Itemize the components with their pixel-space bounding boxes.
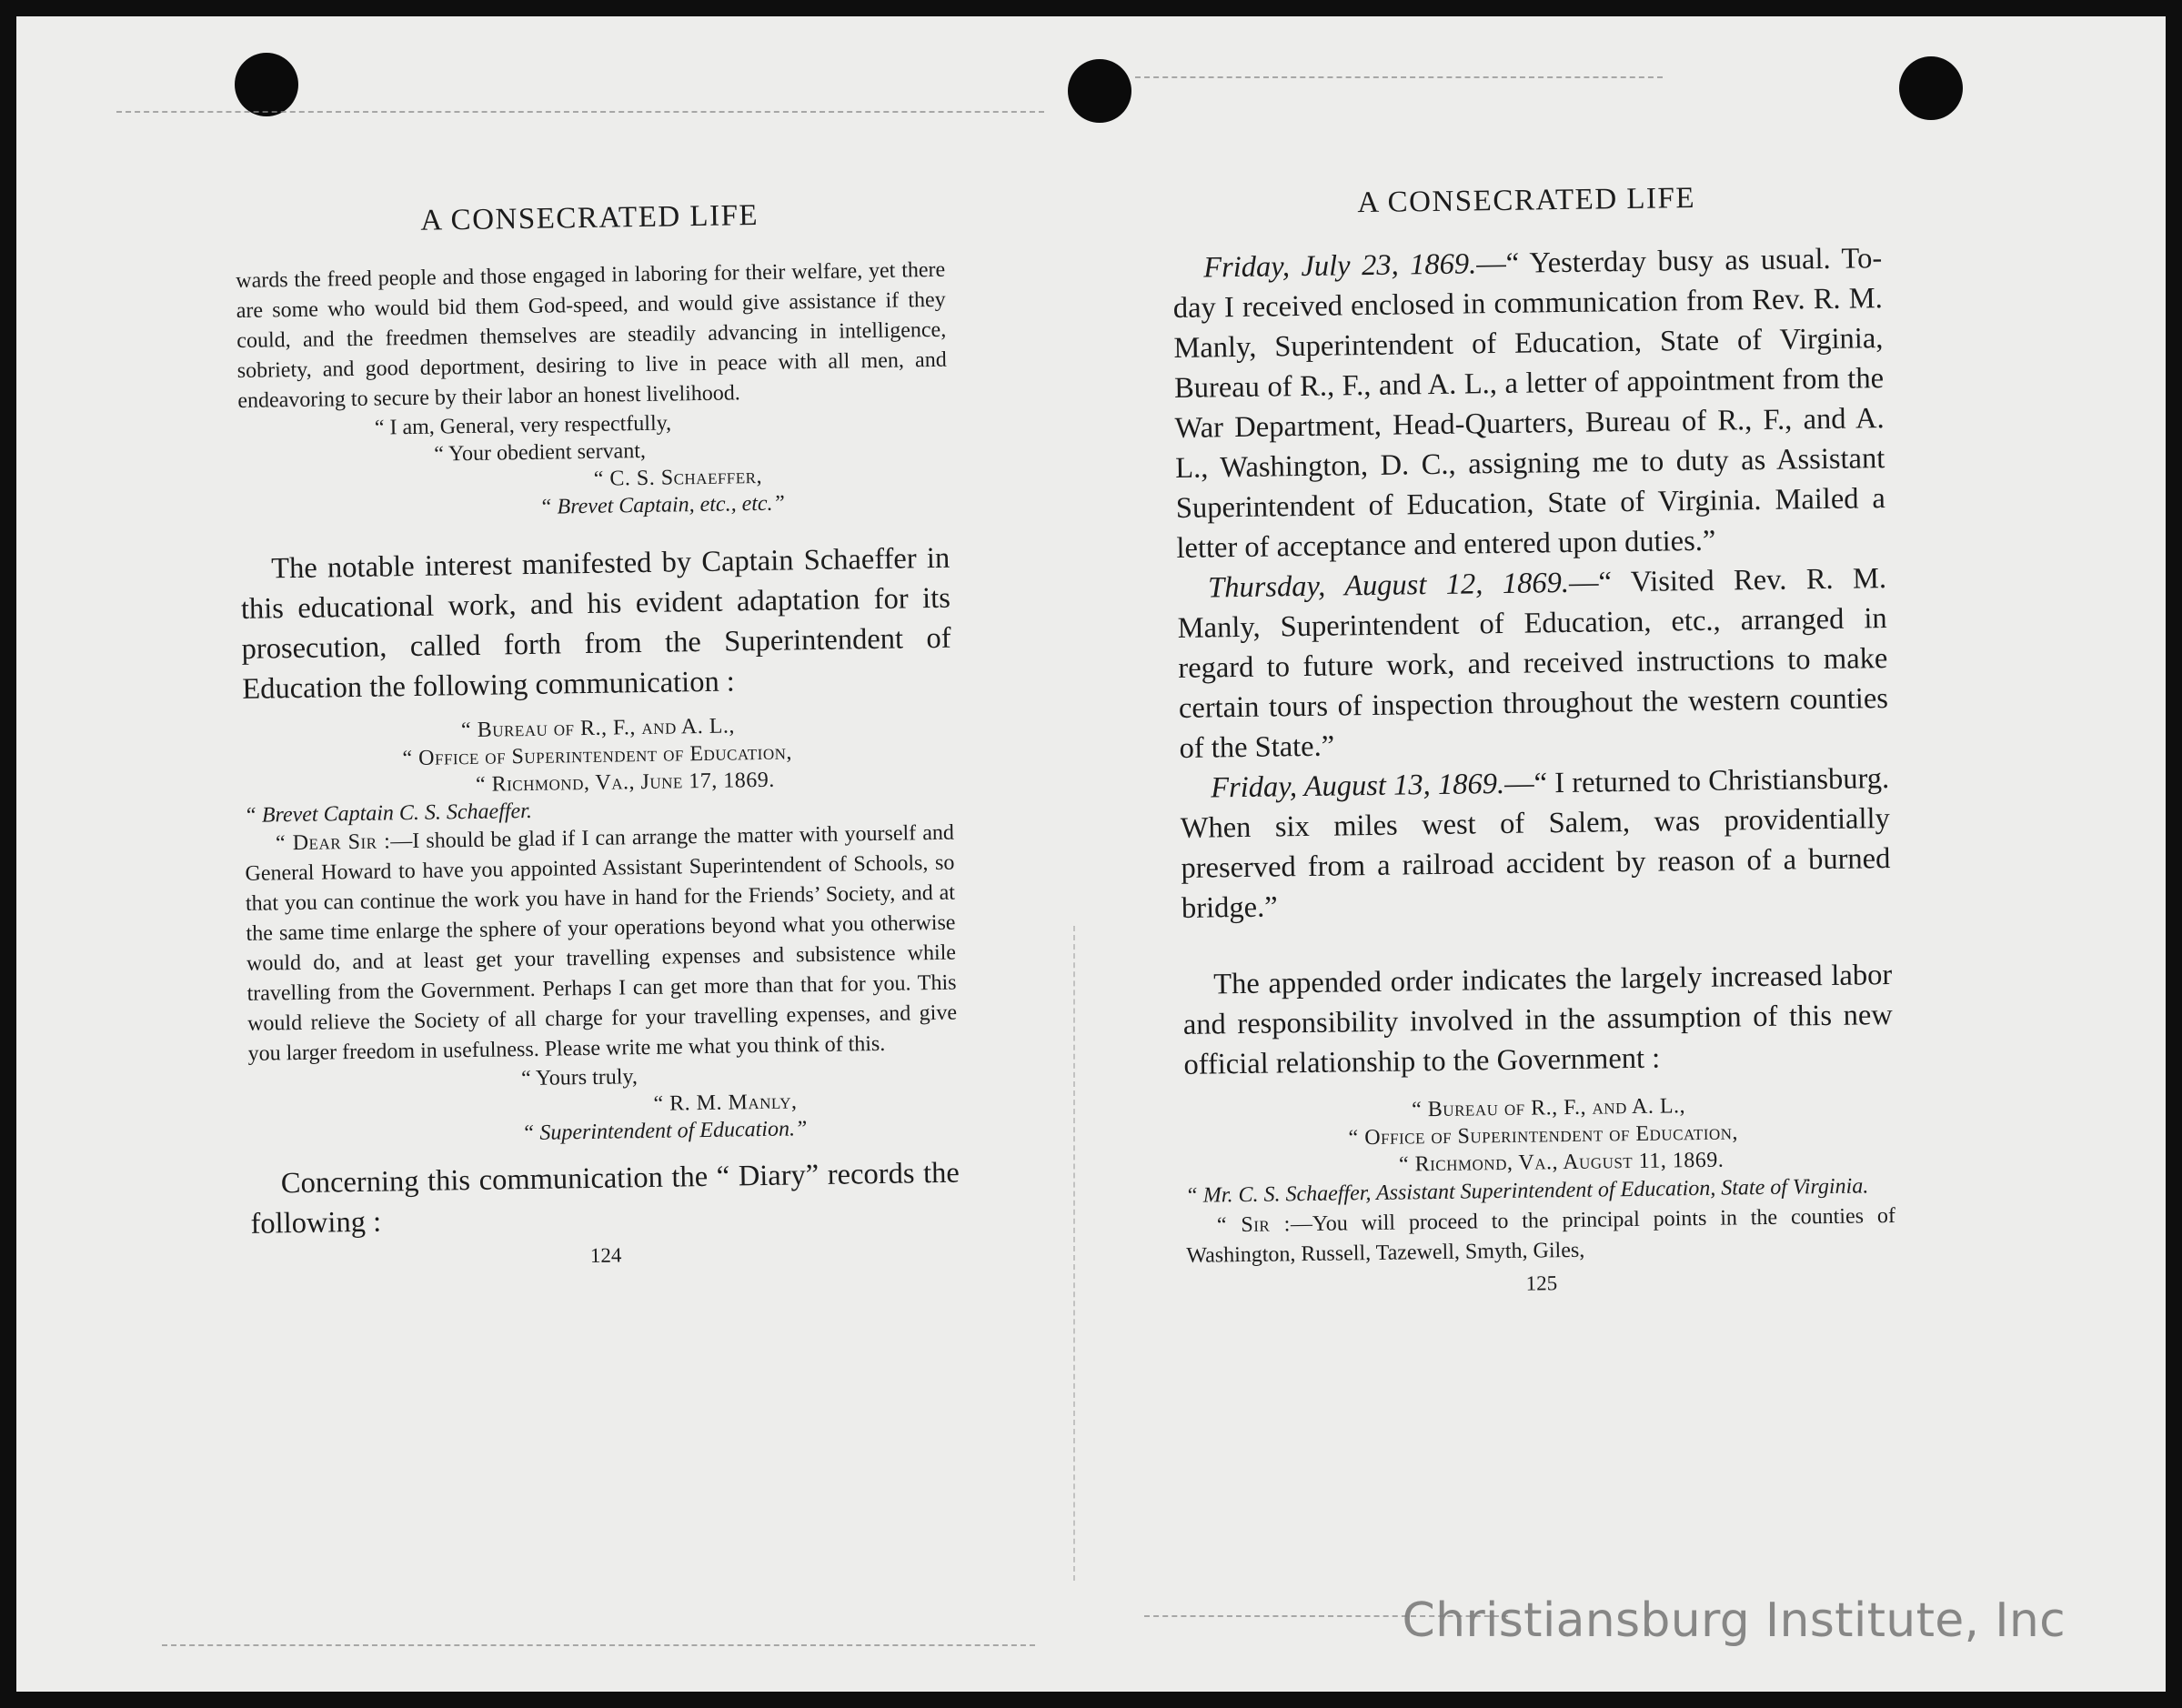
running-head: A CONSECRATED LIFE xyxy=(420,198,759,237)
bottom-edge-rule-left xyxy=(162,1644,1035,1646)
signature-title: “ Superintendent of Education.” xyxy=(521,1117,808,1146)
book-gutter xyxy=(1073,926,1075,1581)
closing-line: “ Yours truly, xyxy=(520,1065,639,1091)
signature-title: “ Brevet Captain, etc., etc.” xyxy=(539,491,786,519)
continued-paragraph: wards the freed people and those engaged in laboring for their welfare, yet there are some who would bid them God-speed, and would give assistance if they could, and the freedmen themselves are steadily advancing in intelligence, sobriety, and good deportment, desiring to live in peace with all men, and endeavoring to secure by their labor an honest livelihood. xyxy=(236,257,947,413)
page-number: 124 xyxy=(589,1243,622,1268)
order-body xyxy=(1186,1201,1896,1271)
entry-text: —“ I returned to Christiansburg. When six miles west of Salem, was providentially preserved from a railroad accident by reason of a burned bridge.” xyxy=(1180,762,1891,925)
entry-text: —“ Visited Rev. R. M. Manly, Superintendent of Education, etc., arranged in regard to future work, and received instructions to make certain tours of inspection throughout the western counties of the State.” xyxy=(1177,562,1889,765)
letter-body xyxy=(245,819,958,1070)
letterhead-line: “ Bureau of R., F., and A. L., xyxy=(1411,1094,1686,1122)
top-edge-rule-right xyxy=(1135,76,1663,78)
watermark: Christiansburg Institute, Inc xyxy=(1402,1593,2066,1648)
salutation-addressee: “ Brevet Captain C. S. Schaeffer. xyxy=(244,799,533,828)
left-page xyxy=(235,196,960,1273)
diary-entry xyxy=(1180,759,1891,929)
diary-entry xyxy=(1172,238,1886,568)
signature-name: “ R. M. Manly, xyxy=(653,1090,798,1116)
order-text: —You will proceed to the principal points in the counties of Washington, Russell, Tazewell, Smyth, Giles, xyxy=(1186,1203,1896,1268)
entry-text: —“ Yesterday busy as usual. To-day I received enclosed in communication from Rev. R. M. Manly, Superintendent of Education, State of Virginia, Bureau of R., F., and A. L., a letter of appointment from the War Department, Head-Quarters, Bureau of R., F., and A. L., Washington, D. C., assigning me to duty as Assistant Superintendent of Education, State of Virginia. Mailed a letter of acceptance and entered upon duties.” xyxy=(1172,242,1886,565)
dear-sir: “ Dear Sir : xyxy=(275,829,391,856)
punch-hole-right xyxy=(1899,56,1963,120)
sir: “ Sir : xyxy=(1216,1212,1292,1238)
diary-entry xyxy=(1177,558,1889,769)
entry-date: Friday, August 13, 1869. xyxy=(1210,767,1505,805)
punch-hole-left xyxy=(235,53,298,116)
order-addressee: “ Mr. C. S. Schaeffer, Assistant Superintendent of Education, State of Virginia. xyxy=(1185,1174,1869,1208)
closing-line: “ Your obedient servant, xyxy=(434,438,647,467)
right-page xyxy=(1171,179,1896,1301)
scanned-spread xyxy=(16,16,2166,1692)
letterhead-date: “ Richmond, Va., June 17, 1869. xyxy=(475,768,776,797)
body-paragraph: Concerning this communication the “ Diary” records the following : xyxy=(250,1156,960,1241)
entry-date: Friday, July 23, 1869. xyxy=(1202,247,1477,285)
letterhead-line: “ Bureau of R., F., and A. L., xyxy=(460,714,736,743)
running-head: A CONSECRATED LIFE xyxy=(1357,181,1696,220)
letterhead-line: “ Office of Superintendent of Education, xyxy=(402,740,793,771)
punch-hole-center xyxy=(1068,59,1131,123)
body-paragraph: The appended order indicates the largely increased labor and responsibility involved in the assumption of this new official relationship to the Government : xyxy=(1182,959,1894,1081)
signature-name: “ C. S. Schaeffer, xyxy=(593,464,763,491)
letterhead-line: “ Office of Superintendent of Education, xyxy=(1348,1120,1739,1150)
letterhead-date: “ Richmond, Va., August 11, 1869. xyxy=(1398,1148,1724,1177)
body-paragraph: The notable interest manifested by Captain Schaeffer in this educational work, and his evident adaptation for its prosecution, called forth from the Superintendent of Education the following communication : xyxy=(240,541,951,706)
letter-text: —I should be glad if I can arrange the matter with yourself and General Howard to have you appointed Assistant Superintendent of Schools, so that you can continue the work you have in hand for the Friends’ Society, and at the same time enlarge the sphere of your operations beyond what you otherwise would do, and at least get your travelling expenses and subsistence while travelling from the Government. Perhaps I can get more than that for you. This would relieve the Society of all charge for your travelling expenses, and give you larger freedom in usefulness. Please write me what you think of this. xyxy=(245,820,958,1066)
page-number: 125 xyxy=(1525,1271,1558,1295)
closing-line: “ I am, General, very respectfully, xyxy=(374,411,672,440)
entry-date: Thursday, August 12, 1869. xyxy=(1207,566,1570,605)
top-edge-rule-left xyxy=(116,111,1044,113)
